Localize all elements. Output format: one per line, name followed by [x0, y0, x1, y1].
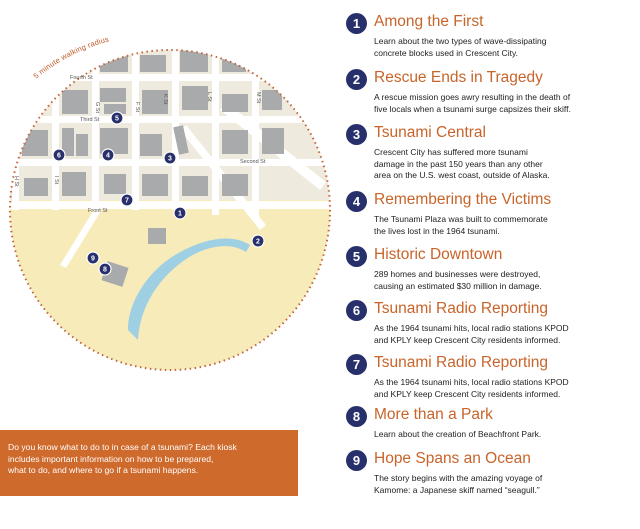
map-marker-1[interactable]	[174, 207, 186, 219]
stop-number-badge: 8	[346, 406, 367, 427]
street-label-second: Second St	[240, 159, 266, 165]
map-marker-5[interactable]	[111, 112, 123, 124]
stop-title: Tsunami Radio Reporting	[374, 354, 549, 371]
stop-number-badge: 5	[346, 246, 367, 267]
stop-title: Remembering the Victims	[374, 191, 552, 208]
map-marker-3[interactable]	[164, 152, 176, 164]
stop-description: A rescue mission goes awry resulting in the death of five locals when a tsunami surge capsizes their skiff.	[374, 92, 571, 114]
street-label-l: L St	[206, 92, 212, 102]
street-label-front: Front St	[88, 208, 108, 214]
stop-title: Hope Spans an Ocean	[374, 450, 531, 467]
svg-text:4: 4	[106, 152, 110, 160]
info-box-line: what to do, and where to go if a tsunami happens.	[8, 465, 199, 476]
street-label-i: I St	[53, 176, 59, 185]
street-label-k: K St	[162, 94, 168, 105]
stop-description: Crescent City has suffered more tsunami damage in the past 150 years than any other area on the U.S. west coast, outside of Alaska.	[374, 147, 550, 181]
stop-number-badge: 6	[346, 300, 367, 321]
map-marker-9[interactable]	[87, 252, 99, 264]
map-marker-2[interactable]	[252, 235, 264, 247]
stop-title: Tsunami Central	[374, 124, 486, 141]
stop-number-badge: 3	[346, 124, 367, 145]
stop-title: More than a Park	[374, 406, 493, 423]
info-box-line: Do you know what to do to in case of a tsunami? Each kiosk	[8, 442, 237, 452]
stop-number-badge: 1	[346, 13, 367, 34]
street-label-f: F St	[134, 102, 140, 113]
stop-title: Rescue Ends in Tragedy	[374, 69, 543, 86]
street-label-m: M St	[255, 92, 261, 104]
svg-text:2: 2	[256, 238, 260, 246]
street-label-h: H St	[13, 176, 19, 187]
stop-title: Tsunami Radio Reporting	[374, 300, 549, 317]
tsunami-info-box	[0, 430, 298, 496]
svg-text:6: 6	[57, 152, 61, 160]
street-label-g: G St	[94, 102, 100, 114]
stop-description: Learn about the creation of Beachfront Park.	[374, 429, 542, 439]
stop-number-badge: 2	[346, 69, 367, 90]
stop-description: The story begins with the amazing voyage of Kamome: a Japanese skiff named “seagull.”	[374, 473, 543, 495]
map-marker-7[interactable]	[121, 194, 133, 206]
map-marker-6[interactable]	[53, 149, 65, 161]
svg-text:9: 9	[91, 255, 95, 263]
map-marker-4[interactable]	[102, 149, 114, 161]
walking-radius-label: 5 minute walking radius	[31, 34, 110, 81]
stop-number-badge: 9	[346, 450, 367, 471]
info-box-line: includes important information on how to be prepared,	[8, 453, 214, 464]
stop-description: Learn about the two types of wave-dissipating concrete blocks used in Crescent City.	[374, 36, 547, 58]
stop-description: As the 1964 tsunami hits, local radio stations KPOD and KPLY keep Crescent City residents informed.	[374, 323, 569, 345]
svg-text:5: 5	[115, 115, 119, 123]
street-label-fourth: Fourth St	[70, 75, 93, 81]
svg-text:8: 8	[103, 266, 107, 274]
stop-title: Historic Downtown	[374, 246, 503, 263]
svg-text:3: 3	[168, 155, 172, 163]
stop-title: Among the First	[374, 13, 484, 30]
stop-description: The Tsunami Plaza was built to commemorate the lives lost in the 1964 tsunami.	[374, 214, 548, 236]
stop-number-badge: 7	[346, 354, 367, 375]
svg-text:7: 7	[125, 197, 129, 205]
svg-text:1: 1	[178, 210, 182, 218]
stop-description: As the 1964 tsunami hits, local radio stations KPOD and KPLY keep Crescent City residents informed.	[374, 377, 569, 399]
street-label-third: Third St	[80, 117, 100, 123]
stop-description: 289 homes and businesses were destroyed, causing an estimated $30 million in damage.	[374, 269, 542, 291]
map-marker-8[interactable]	[99, 263, 111, 275]
stop-number-badge: 4	[346, 191, 367, 212]
